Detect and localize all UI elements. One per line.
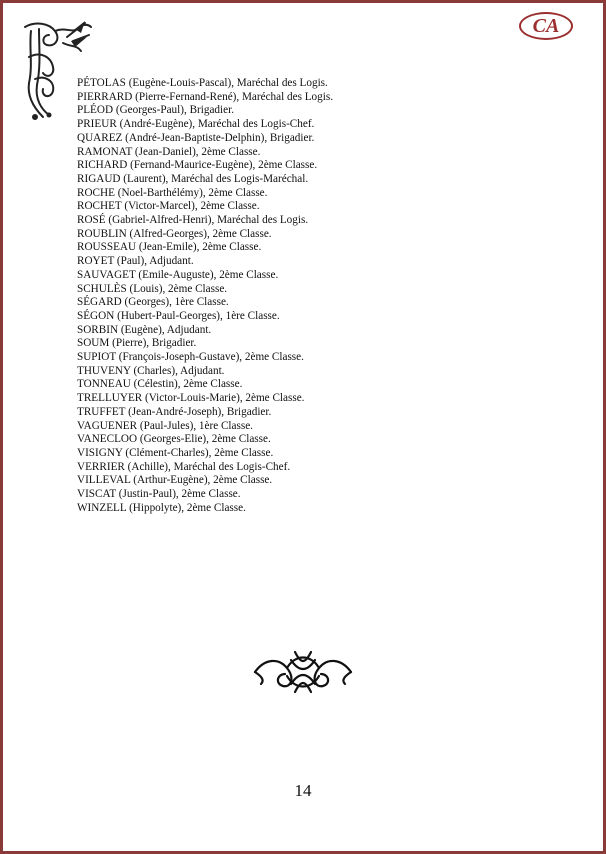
roster-entry: VISIGNY (Clément-Charles), 2ème Classe. <box>77 446 274 459</box>
roster-entry: RICHARD (Fernand-Maurice-Eugène), 2ème Classe. <box>77 159 318 172</box>
roster-entry: SUPIOT (François-Joseph-Gustave), 2ème Classe. <box>77 351 304 364</box>
roster-entry: SORBIN (Eugène), Adjudant. <box>77 323 212 336</box>
roster-entry: VISCAT (Justin-Paul), 2ème Classe. <box>77 488 241 501</box>
roster-entry: TONNEAU (Célestin), 2ème Classe. <box>77 378 243 391</box>
roster-entry: SOUM (Pierre), Brigadier. <box>77 337 197 350</box>
roster-entry: RAMONAT (Jean-Daniel), 2ème Classe. <box>77 145 261 158</box>
roster-entry: VILLEVAL (Arthur-Eugène), 2ème Classe. <box>77 474 273 487</box>
roster-entry: ROCHET (Victor-Marcel), 2ème Classe. <box>77 200 260 213</box>
roster-entry: WINZELL (Hippolyte), 2ème Classe. <box>77 501 246 514</box>
roster-entry: ROUBLIN (Alfred-Georges), 2ème Classe. <box>77 227 272 240</box>
roster-entry: RIGAUD (Laurent), Maréchal des Logis-Maréchal. <box>77 172 309 185</box>
roster-entry: ROYET (Paul), Adjudant. <box>77 255 194 268</box>
roster-entry: VANECLOO (Georges-Elie), 2ème Classe. <box>77 433 271 446</box>
roster-entry: SCHULÈS (Louis), 2ème Classe. <box>77 282 228 295</box>
roster-entry: ROUSSEAU (Jean-Emile), 2ème Classe. <box>77 241 262 254</box>
roster-entry: SÉGARD (Georges), 1ère Classe. <box>77 296 229 309</box>
roster-list <box>77 77 333 516</box>
roster-entry: PÉTOLAS (Eugène-Louis-Pascal), Maréchal des Logis. <box>77 77 328 89</box>
roster-entry: PLÉOD (Georges-Paul), Brigadier. <box>77 104 235 117</box>
roster-entry: VERRIER (Achille), Maréchal des Logis-Chef. <box>77 460 291 473</box>
roster-entry: THUVENY (Charles), Adjudant. <box>77 364 225 377</box>
flourish-ornament-icon <box>251 646 355 698</box>
roster-entry: TRUFFET (Jean-André-Joseph), Brigadier. <box>77 405 272 418</box>
roster-entry: TRELLUYER (Victor-Louis-Marie), 2ème Classe. <box>77 392 305 405</box>
roster-entry: SÉGON (Hubert-Paul-Georges), 1ère Classe. <box>77 309 280 322</box>
roster-entry: SAUVAGET (Emile-Auguste), 2ème Classe. <box>77 268 279 281</box>
page-number: 14 <box>294 781 312 800</box>
roster-entry: QUAREZ (André-Jean-Baptiste-Delphin), Brigadier. <box>77 131 315 144</box>
roster-entry: VAGUENER (Paul-Jules), 1ère Classe. <box>77 419 253 432</box>
roster-entry: ROCHE (Noel-Barthélémy), 2ème Classe. <box>77 186 268 199</box>
ca-badge: CA <box>519 12 573 40</box>
roster-entry: PRIEUR (André-Eugène), Maréchal des Logis-Chef. <box>77 118 315 131</box>
roster-entry: ROSÉ (Gabriel-Alfred-Henri), Maréchal des Logis. <box>77 214 309 227</box>
roster-entry: PIERRARD (Pierre-Fernand-René), Maréchal des Logis. <box>77 90 334 103</box>
